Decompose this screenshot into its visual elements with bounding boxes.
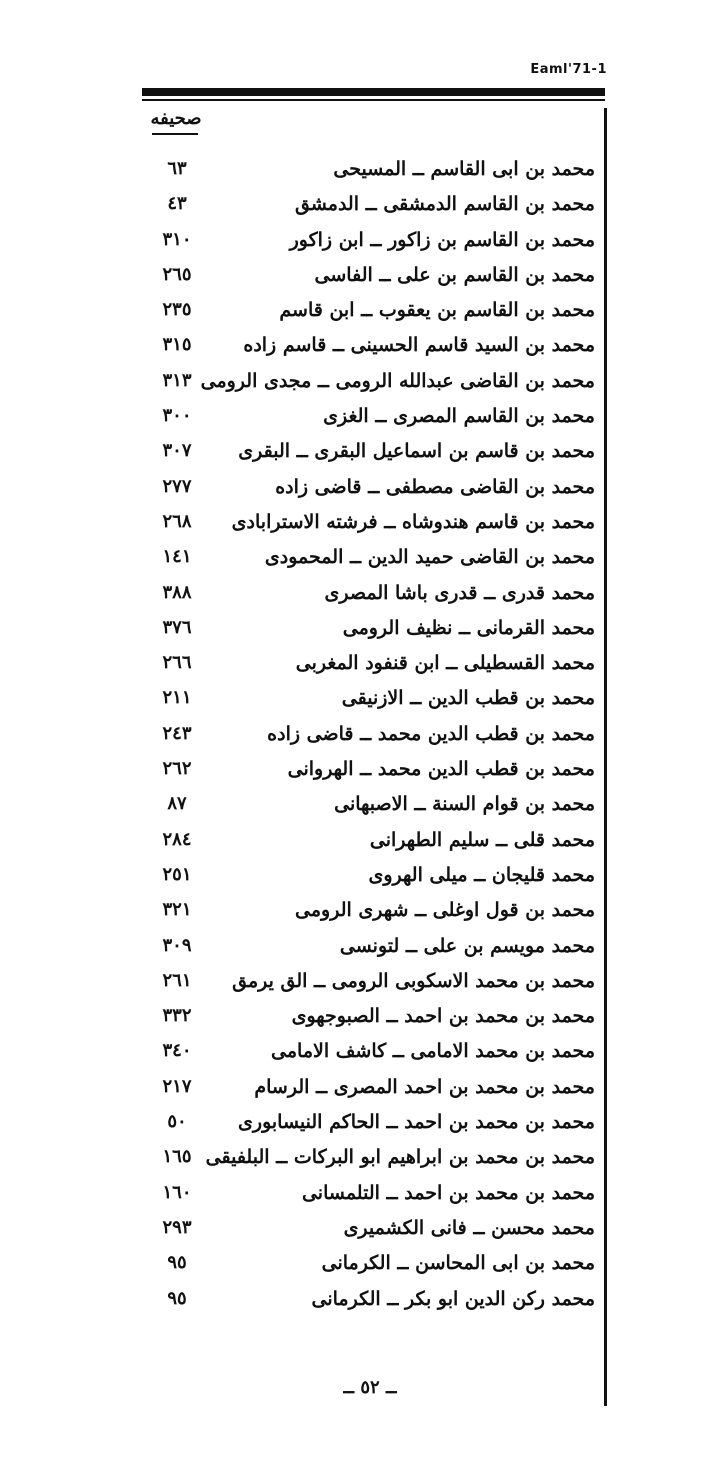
entry-name: محمد بن السید قاسم الحسینی ــ قاسم زاده [243,334,595,357]
list-item [140,189,595,224]
list-item [140,860,595,895]
entry-page-number: ٦٣ [167,158,187,179]
entry-page-number: ٣٨٨ [162,581,192,603]
entry-name: محمد مویسم بن علی ــ لتونسی [339,934,595,957]
list-item [140,542,595,577]
entry-page-number: ٢٣٥ [162,299,192,321]
entry-name: محمد بن محمد الامامی ــ کاشف الامامی [271,1040,595,1063]
side-rule [604,108,607,1406]
list-item [140,825,595,860]
entry-page-number: ٣٠٠ [162,405,192,427]
list-item [140,436,595,471]
entry-page-number: ٢٦٦ [162,652,192,674]
entry-page-number: ٢٨٤ [162,828,192,850]
entry-name: محمد بن القاسم الدمشقی ــ الدمشق [294,193,595,216]
page-column-header: صحيفه [150,108,202,129]
entry-name: محمد بن قول اوغلی ــ شهری الرومی [295,899,595,922]
entry-page-number: ٣٢١ [162,899,192,921]
entry-name: محمد بن قطب الدین محمد ــ قاضی زاده [267,722,595,745]
list-item [140,154,595,189]
list-item [140,754,595,789]
entry-page-number: ٣١٣ [162,369,192,391]
list-item [140,330,595,365]
list-item [140,225,595,260]
list-item [140,719,595,754]
entry-name: محمد بن ابی القاسم ــ المسیحی [333,158,595,180]
entry-page-number: ٣١٥ [162,334,192,356]
entry-name: محمد قلی ــ سلیم الطهرانی [369,828,595,851]
entry-name: محمد بن قاسم هندوشاه ــ فرشته الاسترابادی [231,510,595,533]
entry-name: محمد القسطیلی ــ ابن قنفود المغربی [295,652,595,675]
list-item [140,1001,595,1036]
entry-page-number: ٣٧٦ [162,616,192,638]
entry-page-number: ٣٠٧ [162,440,192,462]
entry-name: محمد بن محمد بن ابراهیم ابو البرکات ــ البلفیقی [205,1146,595,1169]
list-item [140,507,595,542]
entry-page-number: ٢٩٣ [162,1216,192,1238]
list-item [140,295,595,330]
entry-name: محمد بن قوام السنة ــ الاصبهانی [334,793,595,816]
list-item [140,1107,595,1142]
entry-page-number: ١٦٥ [162,1146,192,1168]
list-item [140,966,595,1001]
entry-name: محمد بن القاسم المصری ــ الغزی [323,405,595,428]
entry-name: محمد بن محمد بن احمد ــ الحاکم النیسابوری [238,1111,595,1134]
list-item [140,895,595,930]
entry-name: محمد القرمانی ــ نظیف الرومی [342,616,595,639]
entry-page-number: ٢١٧ [162,1075,192,1097]
list-item [140,1248,595,1283]
entry-page-number: ٢٥١ [162,863,192,885]
list-item [140,931,595,966]
list-item [140,683,595,718]
index-list [140,154,595,1319]
entry-name: محمد بن قطب الدین محمد ــ الهروانی [287,758,595,781]
entry-page-number: ٤٣ [167,193,187,215]
entry-page-number: ٢٦٥ [162,263,192,285]
entry-page-number: ٥٠ [167,1111,187,1133]
entry-name: محمد رکن الدین ابو بکر ــ الکرمانی [311,1287,595,1310]
entry-name: محمد بن قطب الدین ــ الازنیقی [341,687,595,710]
list-item [140,1072,595,1107]
entry-name: محمد بن ابی المحاسن ــ الکرمانی [321,1252,595,1275]
entry-page-number: ٩٥ [167,1252,187,1274]
entry-name: محمد بن القاسم بن علی ــ الفاسی [314,263,595,286]
list-item [140,789,595,824]
page-number: ــ ٥٢ ــ [343,1377,397,1398]
entry-name: محمد بن القاسم بن یعقوب ــ ابن قاسم [279,299,595,322]
top-rule-thin [142,99,605,101]
list-item [140,1142,595,1177]
list-item [140,401,595,436]
list-item [140,260,595,295]
list-item [140,1213,595,1248]
entry-page-number: ٣١٠ [162,228,192,250]
entry-name: محمد بن قاسم بن اسماعیل البقری ــ البقری [238,440,595,463]
entry-page-number: ٢١١ [162,687,192,709]
entry-page-number: ٢٦١ [162,969,192,991]
list-item [140,613,595,648]
entry-page-number: ٣٠٩ [162,934,192,956]
page-code: Eaml'71-1 [530,62,607,77]
entry-page-number: ٢٤٣ [162,722,192,744]
entry-name: محمد بن محمد بن احمد ــ التلمسانی [301,1181,595,1204]
entry-page-number: ٩٥ [167,1287,187,1309]
entry-name: محمد بن القاضی مصطفی ــ قاضی زاده [275,475,595,498]
top-rule [142,88,605,96]
entry-page-number: ٨٧ [167,793,187,815]
entry-name: محمد بن محمد بن احمد المصری ــ الرسام [254,1075,595,1098]
list-item [140,366,595,401]
entry-name: محمد بن محمد بن احمد ــ الصبوجهوی [291,1005,595,1028]
entry-page-number: ٢٦٨ [162,510,192,532]
list-item [140,648,595,683]
entry-page-number: ١٤١ [162,546,192,568]
list-item [140,1284,595,1319]
entry-page-number: ٣٣٢ [162,1005,192,1027]
entry-page-number: ٢٧٧ [162,475,192,497]
entry-name: محمد بن القاضی عبدالله الرومی ــ مجدی الرومی [200,369,595,392]
list-item [140,1178,595,1213]
entry-name: محمد بن القاضی حمید الدین ــ المحمودی [264,546,595,569]
entry-name: محمد بن القاسم بن زاکور ــ ابن زاکور [289,228,595,251]
column-header-underline [152,133,198,135]
entry-name: محمد قلیجان ــ میلی الهروی [368,863,595,886]
entry-page-number: ٢٦٢ [162,758,192,780]
entry-name: محمد بن محمد الاسکوبی الرومی ــ الق یرمق [232,969,595,992]
entry-page-number: ١٦٠ [162,1181,192,1203]
entry-page-number: ٣٤٠ [162,1040,192,1062]
list-item [140,1036,595,1071]
list-item [140,472,595,507]
list-item [140,578,595,613]
entry-name: محمد قدری ــ قدری باشا المصری [324,581,595,604]
entry-name: محمد محسن ــ فانی الکشمیری [343,1216,595,1239]
